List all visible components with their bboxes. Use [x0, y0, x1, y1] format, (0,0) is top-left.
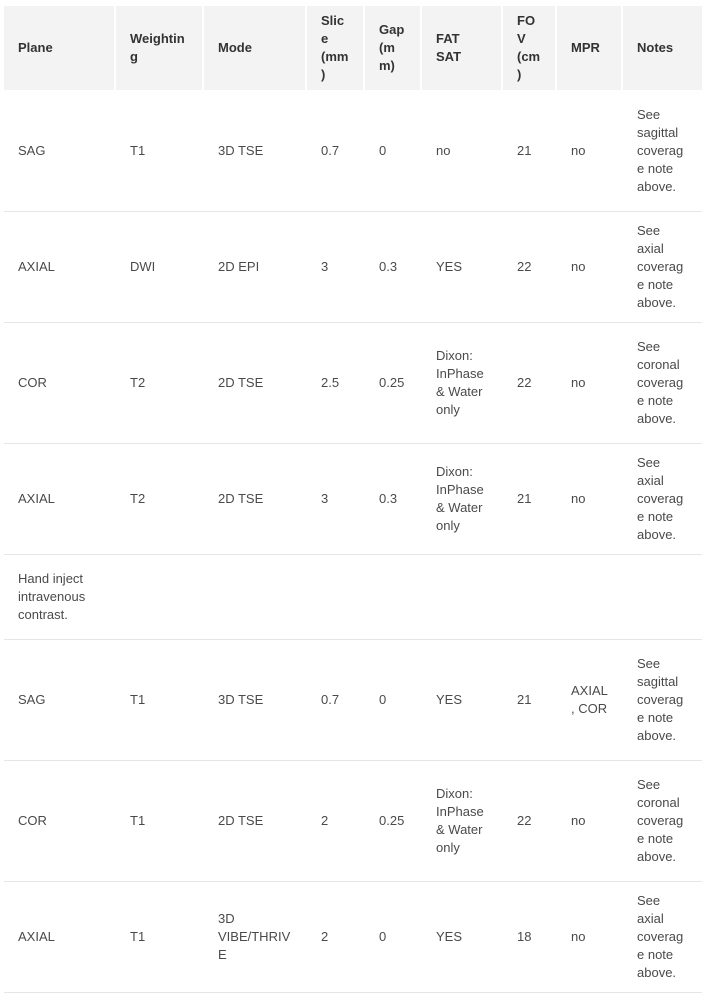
cell-slice: 2	[307, 882, 365, 993]
cell-plane: AXIAL	[4, 444, 116, 555]
header-gap: Gap (mm)	[365, 6, 422, 90]
cell-mode: 2D TSE	[204, 444, 307, 555]
cell-fat-sat: Dixon: InPhase & Water only	[422, 444, 503, 555]
cell-slice: 0.7	[307, 640, 365, 761]
cell-weighting: DWI	[116, 212, 204, 323]
cell-plane: COR	[4, 761, 116, 882]
cell-plane: SAG	[4, 640, 116, 761]
cell-slice: 3	[307, 444, 365, 555]
cell-mpr: no	[557, 761, 623, 882]
cell-weighting: T1	[116, 640, 204, 761]
cell-mode: 2D EPI	[204, 212, 307, 323]
cell-weighting: T2	[116, 444, 204, 555]
cell-notes: See sagittal coverage note above.	[623, 90, 702, 212]
cell-mpr: no	[557, 444, 623, 555]
cell-weighting: T2	[116, 323, 204, 444]
cell-notes: See axial coverage note above.	[623, 212, 702, 323]
cell-slice: 2	[307, 761, 365, 882]
cell-fov: 21	[503, 640, 557, 761]
cell-slice: 3	[307, 212, 365, 323]
cell-gap: 0	[365, 882, 422, 993]
header-fat-sat: FAT SAT	[422, 6, 503, 90]
header-fov: FOV (cm)	[503, 6, 557, 90]
table-row	[4, 323, 702, 444]
table-row	[4, 90, 702, 212]
header-notes: Notes	[623, 6, 702, 90]
cell-fat-sat: YES	[422, 882, 503, 993]
header-mode: Mode	[204, 6, 307, 90]
header-row	[4, 6, 702, 90]
table-row	[4, 640, 702, 761]
contrast-note: Hand inject intravenous contrast.	[18, 571, 86, 622]
cell-fat-sat: no	[422, 90, 503, 212]
cell-notes: See axial coverage note above.	[623, 882, 702, 993]
protocol-table-container	[4, 6, 702, 993]
cell-gap: 0.25	[365, 323, 422, 444]
cell-fov: 22	[503, 212, 557, 323]
cell-fov: 21	[503, 90, 557, 212]
cell-plane: AXIAL	[4, 882, 116, 993]
cell-notes: See coronal coverage note above.	[623, 323, 702, 444]
cell-fat-sat: YES	[422, 640, 503, 761]
cell-notes: See axial coverage note above.	[623, 444, 702, 555]
cell-notes: See coronal coverage note above.	[623, 761, 702, 882]
cell-mode: 3D VIBE/THRIVE	[204, 882, 307, 993]
cell-weighting: T1	[116, 882, 204, 993]
cell-mpr: no	[557, 882, 623, 993]
table-row	[4, 444, 702, 555]
cell-plane: SAG	[4, 90, 116, 212]
header-slice: Slice (mm)	[307, 6, 365, 90]
cell-mpr: no	[557, 90, 623, 212]
table-body	[4, 90, 702, 993]
cell-fov: 21	[503, 444, 557, 555]
cell-mpr: no	[557, 212, 623, 323]
header-weighting: Weighting	[116, 6, 204, 90]
cell-mode: 3D TSE	[204, 90, 307, 212]
table-row	[4, 212, 702, 323]
cell-gap: 0.3	[365, 444, 422, 555]
header-plane: Plane	[4, 6, 116, 90]
cell-mode: 2D TSE	[204, 761, 307, 882]
cell-plane: AXIAL	[4, 212, 116, 323]
cell-fov: 22	[503, 761, 557, 882]
table-header	[4, 6, 702, 90]
cell-gap: 0.25	[365, 761, 422, 882]
protocol-table	[4, 6, 702, 993]
cell-fat-sat: YES	[422, 212, 503, 323]
cell-mode: 3D TSE	[204, 640, 307, 761]
cell-fov: 18	[503, 882, 557, 993]
cell-weighting: T1	[116, 90, 204, 212]
cell-plane: COR	[4, 323, 116, 444]
cell-mpr: AXIAL, COR	[557, 640, 623, 761]
cell-slice: 0.7	[307, 90, 365, 212]
cell-gap: 0	[365, 640, 422, 761]
cell-slice: 2.5	[307, 323, 365, 444]
cell-mode: 2D TSE	[204, 323, 307, 444]
header-mpr: MPR	[557, 6, 623, 90]
cell-mpr: no	[557, 323, 623, 444]
cell-weighting: T1	[116, 761, 204, 882]
cell-gap: 0.3	[365, 212, 422, 323]
table-row	[4, 882, 702, 993]
note-row	[4, 555, 702, 640]
cell-notes: See sagittal coverage note above.	[623, 640, 702, 761]
note-cell	[4, 555, 702, 640]
cell-fat-sat: Dixon: InPhase & Water only	[422, 761, 503, 882]
cell-fat-sat: Dixon: InPhase & Water only	[422, 323, 503, 444]
cell-gap: 0	[365, 90, 422, 212]
cell-fov: 22	[503, 323, 557, 444]
table-row	[4, 761, 702, 882]
